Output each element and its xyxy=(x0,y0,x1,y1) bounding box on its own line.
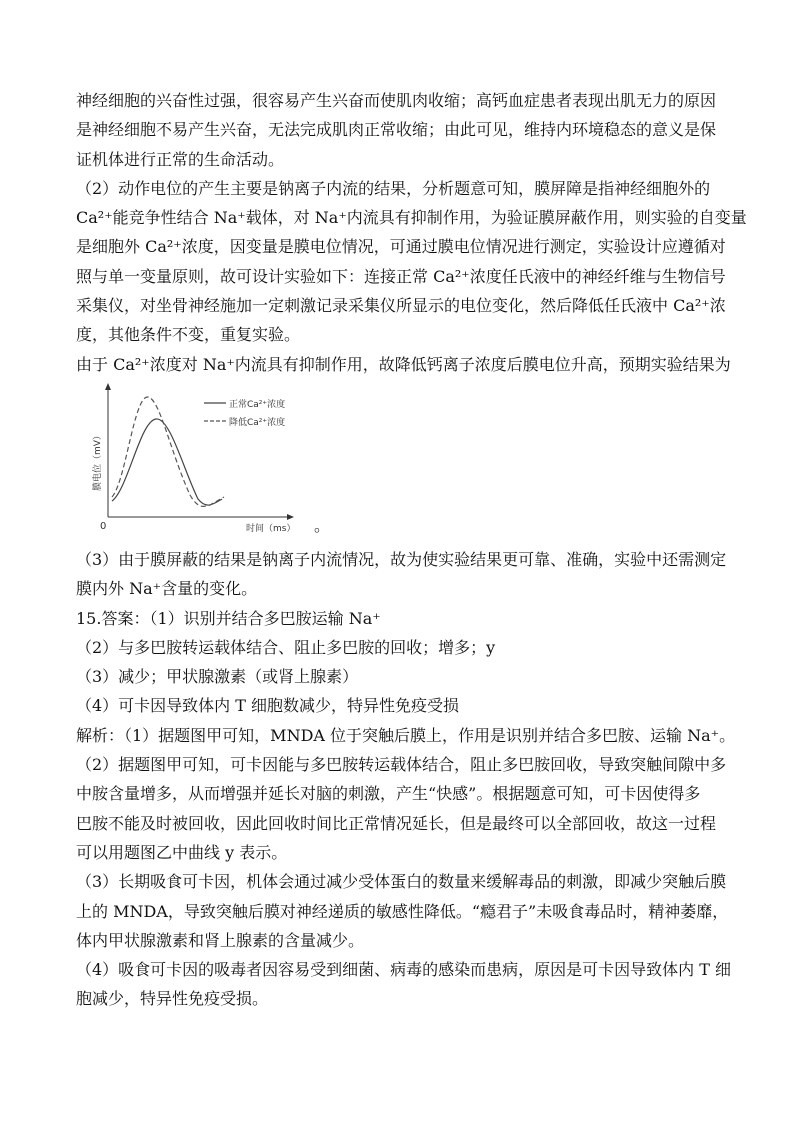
y-axis-label: 膜电位（mV） xyxy=(93,431,103,491)
text-line: 是神经细胞不易产生兴奋，无法完成肌肉正常收缩；由此可见，维持内环境稳态的意义是保 xyxy=(76,120,717,140)
answer-heading: 15.答案：（1）识别并结合多巴胺运输 Na⁺ xyxy=(76,608,381,628)
text-line: Ca²⁺能竞争性结合 Na⁺载体，对 Na⁺内流具有抑制作用，为验证膜屏蔽作用，则实验的自变量 xyxy=(76,208,747,228)
membrane-potential-graph xyxy=(93,381,298,537)
text-line: 巴胺不能及时被回收，因此回收时间比正常情况延长，但是最终可以全部回收，故这一过程 xyxy=(76,813,717,833)
membrane-potential-figure xyxy=(76,381,726,541)
origin-label: 0 xyxy=(100,520,107,532)
text-line: 度，其他条件不变，重复实验。 xyxy=(76,325,301,345)
text-line: （4）吸食可卡因的吸毒者因容易受到细菌、病毒的感染而患病，原因是可卡因导致体内 T 细 xyxy=(76,960,732,980)
text-line: 由于 Ca²⁺浓度对 Na⁺内流具有抑制作用，故降低钙离子浓度后膜电位升高，预期实验结果为 xyxy=(76,354,731,374)
text-line: 可以用题图乙中曲线 y 表示。 xyxy=(76,842,288,862)
x-axis-arrow xyxy=(287,514,294,520)
text-line: （3）减少；甲状腺激素（或肾上腺素） xyxy=(76,667,359,687)
text-line: （4）可卡因导致体内 T 细胞数减少，特异性免疫受损 xyxy=(76,696,460,716)
analysis-heading: 解析：（1）据题图甲可知，MNDA 位于突触后膜上，作用是识别并结合多巴胺、运输 Na⁺。 xyxy=(76,725,736,745)
legend-label-normal: 正常Ca²⁺浓度 xyxy=(229,399,286,410)
curve-low-ca xyxy=(112,397,224,506)
curve-normal-ca xyxy=(112,419,222,505)
text-block-top xyxy=(76,86,747,379)
text-line: 中胺含量增多，从而增强并延长对脑的刺激，产生“快感”。根据题意可知，可卡因使得多 xyxy=(76,784,701,804)
text-line: （3）由于膜屏蔽的结果是钠离子内流情况，故为使实验结果更可靠、准确，实验中还需测定 xyxy=(76,549,727,569)
text-line: （2）据题图甲可知，可卡因能与多巴胺转运载体结合，阻止多巴胺回收，导致突触间隙中多 xyxy=(76,755,727,775)
text-line: 体内甲状腺激素和肾上腺素的含量减少。 xyxy=(76,930,365,950)
text-line: 采集仪，对坐骨神经施加一定刺激记录采集仪所显示的电位变化，然后降低任氏液中 Ca²⁺浓 xyxy=(76,296,726,316)
figure-trailing-period: 。 xyxy=(314,515,331,535)
text-block-bottom xyxy=(76,545,736,1014)
document-page xyxy=(76,86,747,1014)
text-line: （2）动作电位的产生主要是钠离子内流的结果，分析题意可知，膜屏障是指神经细胞外的 xyxy=(76,178,711,198)
text-line: 证机体进行正常的生命活动。 xyxy=(76,149,285,169)
text-line: 神经细胞的兴奋性过强，很容易产生兴奋而使肌肉收缩；高钙血症患者表现出肌无力的原因 xyxy=(76,91,717,110)
text-line: 上的 MNDA，导致突触后膜对神经递质的敏感性降低。“瘾君子”未吸食毒品时，精神萎靡， xyxy=(76,901,729,921)
text-line: 是细胞外 Ca²⁺浓度，因变量是膜电位情况，可通过膜电位情况进行测定，实验设计应遵循对 xyxy=(76,237,726,257)
text-line: 膜内外 Na⁺含量的变化。 xyxy=(76,579,258,599)
x-axis-label: 时间（ms） xyxy=(246,523,296,534)
legend-label-low: 降低Ca²⁺浓度 xyxy=(229,417,286,428)
text-line: 照与单一变量原则，故可设计实验如下：连接正常 Ca²⁺浓度任氏液中的神经纤维与生物信号 xyxy=(76,266,726,286)
y-axis-arrow xyxy=(105,383,111,390)
text-line: （2）与多巴胺转运载体结合、阻止多巴胺的回收；增多；y xyxy=(76,637,496,657)
text-line: 胞减少，特异性免疫受损。 xyxy=(76,989,269,1009)
text-line: （3）长期吸食可卡因，机体会通过减少受体蛋白的数量来缓解毒品的刺激，即减少突触后膜 xyxy=(76,872,727,892)
